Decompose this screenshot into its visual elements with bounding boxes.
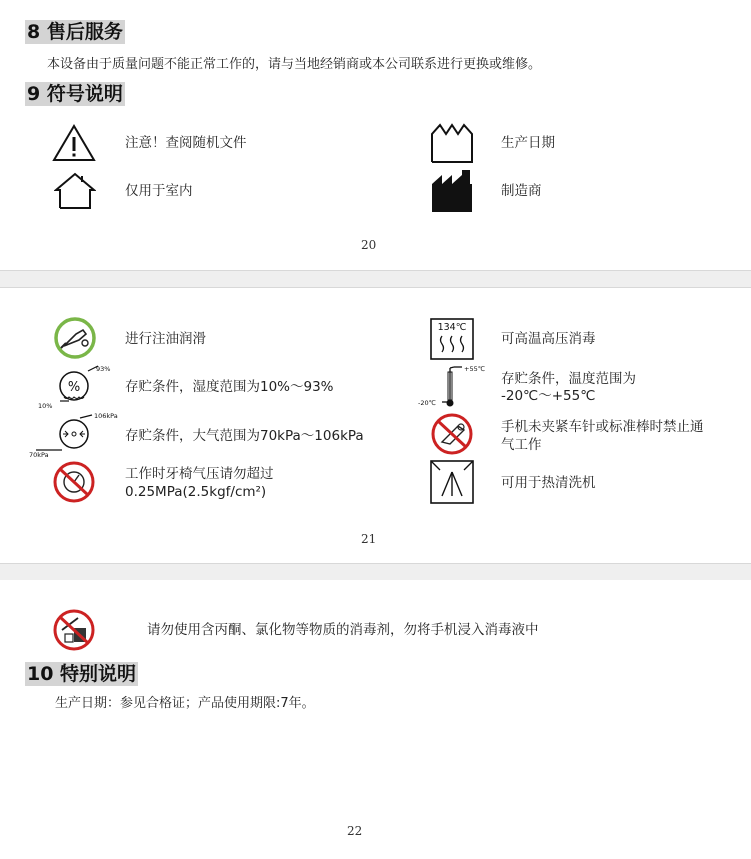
humidity-low-text: 10% bbox=[38, 402, 53, 410]
disinfectant-note: 请勿使用含丙酮、氯化物等物质的消毒剂，勿将手机浸入消毒液中 bbox=[147, 622, 539, 638]
thermal-washer-icon bbox=[430, 460, 474, 504]
manufacture-date-icon bbox=[430, 122, 474, 164]
no-run-label-line2: 气工作 bbox=[501, 437, 542, 453]
temperature-label-line1: 存贮条件，温度范围为 bbox=[501, 371, 636, 387]
air-pressure-limit-icon bbox=[52, 460, 96, 504]
page-gap-2 bbox=[0, 563, 751, 581]
pressure-low-text: 70kPa bbox=[29, 451, 49, 458]
no-disinfectant-icon bbox=[52, 608, 96, 652]
svg-text:%: % bbox=[67, 380, 81, 395]
temperature-label-line2: -20℃～+55℃ bbox=[501, 388, 596, 404]
temp-high-text: +55℃ bbox=[464, 365, 486, 373]
lubricate-icon bbox=[52, 316, 98, 360]
indoor-use-label: 仅用于室内 bbox=[125, 183, 193, 199]
manual-page-22 bbox=[0, 580, 751, 859]
atmospheric-pressure-icon bbox=[26, 412, 122, 458]
page-number-20: 20 bbox=[361, 238, 377, 252]
section-9-heading: 9 符号说明 bbox=[27, 83, 123, 105]
caution-icon bbox=[52, 124, 96, 162]
no-run-without-bur-icon bbox=[430, 412, 474, 456]
humidity-high-text: 93% bbox=[96, 365, 111, 373]
page-gap-1 bbox=[0, 270, 751, 288]
humidity-limit-icon bbox=[36, 364, 114, 410]
no-run-label-line1: 手机未夹紧车针或标准棒时禁止通 bbox=[501, 419, 704, 435]
pressure-high-text: 106kPa bbox=[94, 412, 118, 420]
pressure-label: 存贮条件，大气范围为70kPa～106kPa bbox=[125, 428, 364, 444]
manufacture-date-label: 生产日期 bbox=[501, 135, 555, 151]
page-number-22: 22 bbox=[347, 824, 363, 838]
air-pressure-label-line2: 0.25MPa(2.5kgf/cm²) bbox=[125, 484, 267, 500]
caution-label: 注意！查阅随机文件 bbox=[125, 135, 247, 151]
thermal-washer-label: 可用于热清洗机 bbox=[501, 475, 596, 491]
temp-low-text: -20℃ bbox=[418, 399, 436, 407]
section-10-heading: 10 特别说明 bbox=[27, 663, 137, 685]
page-number-21: 21 bbox=[361, 532, 377, 546]
section-8-text: 本设备由于质量问题不能正常工作的，请与当地经销商或本公司联系进行更换或维修。 bbox=[47, 57, 542, 72]
manufacturer-label: 制造商 bbox=[501, 183, 542, 199]
humidity-label: 存贮条件，湿度范围为10%～93% bbox=[125, 379, 334, 395]
manufacturer-icon bbox=[430, 170, 474, 212]
autoclave-icon bbox=[430, 318, 474, 360]
section-8-heading: 8 售后服务 bbox=[27, 21, 123, 43]
manual-page-21 bbox=[0, 288, 751, 562]
autoclave-label: 可高温高压消毒 bbox=[501, 331, 596, 347]
section-10-text: 生产日期：参见合格证；产品使用期限:7年。 bbox=[55, 696, 315, 711]
autoclave-temp-text: 134℃ bbox=[437, 322, 467, 333]
manual-page-20 bbox=[0, 0, 751, 270]
lubricate-label: 进行注油润滑 bbox=[125, 331, 206, 347]
temperature-limit-icon bbox=[418, 364, 490, 410]
air-pressure-label-line1: 工作时牙椅气压请勿超过 bbox=[125, 466, 274, 482]
indoor-use-icon bbox=[54, 172, 96, 210]
